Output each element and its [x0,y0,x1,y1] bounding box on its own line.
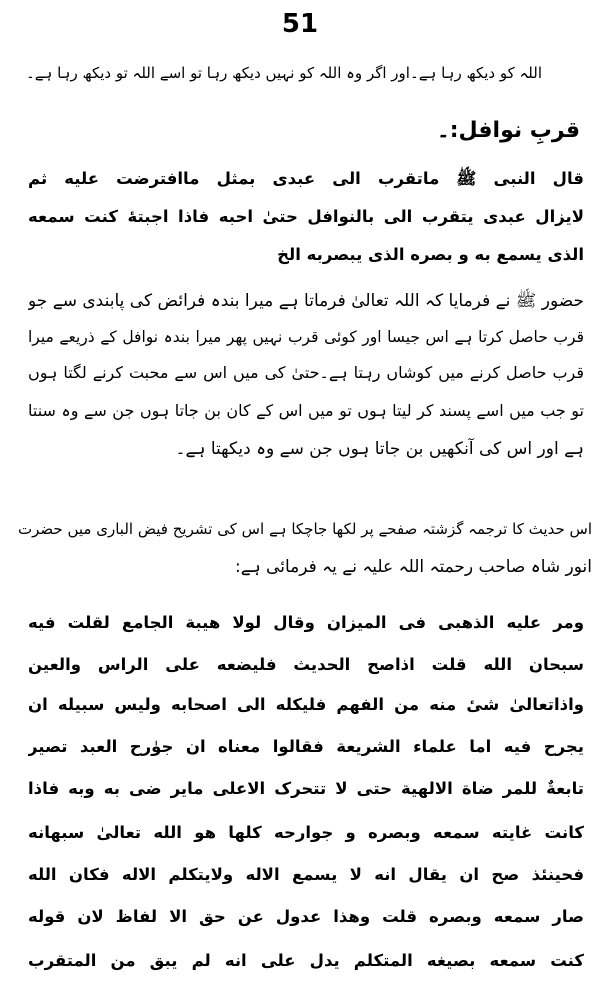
section-heading: قربِ نوافل:۔ [436,118,580,143]
hadith-line-3: الذی یسمع به و بصره الذی یبصربه الخ [277,245,584,264]
text-line-1: اللہ کو دیکھ رہا ہے۔اور اگر وہ اللہ کو نہیں دیکھ رہا تو اسے اللہ تو دیکھ رہا ہے۔ [25,64,542,82]
quote-line-7: فحینئذ صح ان یقال انه لا یسمع الاله ولایتکلم الاله فکان الله [28,865,584,884]
translation-line-3: قرب حاصل کرنے میں کوشاں رہتا ہے۔حتیٰ کی میں اس سے محبت کرنے لگتا ہوں [28,363,584,382]
translation-line-1: حضور ﷺ نے فرمایا کہ اللہ تعالیٰ فرماتا ہے میرا بندہ فرائض کی پابندی سے جو [28,291,584,311]
quote-line-3: واذاتعالیٰ شیٔ منه من الفهم فلیکله الی اصحابه ولیس سبیله ان [28,695,584,714]
quote-line-5: تابعةٌ للمر ضاة الالهیة حتی لا تتحرک الاعلی مایر ضی به وبه فاذا [28,779,584,798]
quote-line-2: سبحان الله قلت اذاصح الحدیث فلیضعه علی الراس والعین [28,655,584,674]
commentary-line-1: اس حدیث کا ترجمہ گزشتہ صفحے پر لکھا جاچکا ہے اس کی تشریح فیض الباری میں حضرت [18,520,592,538]
quote-line-9: کنت سمعه بصیغه المتکلم یدل علی انه لم یبق من المتقرب [28,951,584,970]
translation-line-4: تو جب میں اسے پسند کر لیتا ہوں تو میں اس کے کان بن جاتا ہوں جن سے وہ سنتا [28,401,584,420]
quote-line-4: یجرح فیه اما علماء الشریعة فقالوا معناه ان جوٰرح العبد تصیر [28,737,584,756]
quote-line-8: صار سمعه وبصره قلت وهذا عدول عن حق الا لفاظ لان قوله [28,907,584,926]
quote-line-1: ومر علیه الذهبی فی المیزان وقال لولا هیبة الجامع لقلت فیه [28,613,584,632]
translation-line-2: قرب حاصل کرتا ہے اس جیسا اور کوئی قرب نہیں پھر میرا بندہ نوافل کے ذریعے میرا [28,328,584,346]
commentary-line-2: انور شاہ صاحب رحمتہ اللہ علیہ نے یہ فرمائی ہے: [235,557,592,577]
hadith-line-1: قال النبی ﷺ ماتقرب الی عبدی بمثل ماافترضت علیه ثم [28,169,584,188]
translation-line-5: ہے اور اس کی آنکھیں بن جاتا ہوں جن سے وہ دیکھتا ہے۔ [175,439,584,459]
hadith-line-2: لایزال عبدی یتقرب الی بالنوافل حتیٰ احبه فاذا اجبتهٔ کنت سمعه [28,207,584,226]
page-number: 51 [281,9,319,39]
quote-line-6: کانت غایته سمعه وبصره و جوارحه کلها هو الله تعالیٰ سبهانه [28,823,584,842]
